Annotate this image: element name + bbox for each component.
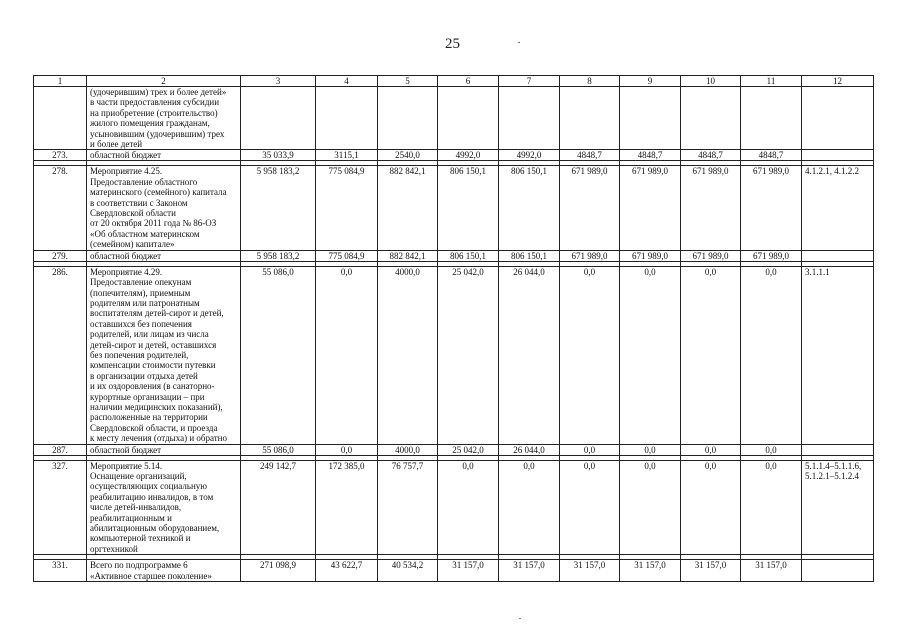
- row-number-cell: 286.: [34, 266, 87, 444]
- amount-cell: 0,0: [560, 266, 620, 444]
- scan-speck: [519, 618, 521, 619]
- column-number-cell: 8: [560, 76, 620, 87]
- amount-cell: 0,0: [681, 460, 741, 555]
- amount-cell: 172 385,0: [316, 460, 378, 555]
- row-number-cell: [34, 87, 87, 150]
- measure-name-line: абилитационным оборудованием,: [90, 523, 220, 534]
- measure-name-cell: [87, 166, 241, 250]
- amount-cell: 0,0: [741, 266, 802, 444]
- target-indicator-cell: [802, 460, 874, 555]
- amount-cell: 31 157,0: [499, 560, 560, 582]
- target-indicator-cell: [802, 266, 874, 444]
- amount-cell: [620, 87, 681, 150]
- amount-cell: 35 033,9: [241, 150, 316, 161]
- amount-cell: [681, 87, 741, 150]
- amount-cell: 0,0: [560, 460, 620, 555]
- measure-name-line: Мероприятие 5.14.: [90, 460, 163, 471]
- amount-cell: 31 157,0: [560, 560, 620, 582]
- amount-cell: 26 044,0: [499, 444, 560, 455]
- measure-name-line: (семейном) капитале»: [90, 239, 175, 250]
- target-indicator-line: 5.1.2.1–5.1.2.4: [805, 471, 859, 481]
- amount-cell: 671 989,0: [620, 166, 681, 250]
- measure-name-line: без попечения родителей,: [90, 349, 189, 360]
- measure-row: [34, 87, 874, 150]
- amount-cell: [241, 87, 316, 150]
- column-number-cell: 1: [34, 76, 87, 87]
- amount-cell: 806 150,1: [438, 166, 499, 250]
- target-indicator-line: 4.1.2.1, 4.1.2.2: [805, 166, 859, 177]
- amount-cell: 31 157,0: [438, 560, 499, 582]
- header-row: [34, 76, 874, 87]
- row-number-cell: 273.: [34, 150, 87, 161]
- amount-cell: 0,0: [499, 460, 560, 555]
- measure-name-line: усыновившим (удочерившим) трех: [90, 128, 225, 139]
- column-number-cell: 2: [87, 76, 241, 87]
- measure-name-line: и их оздоровления (в санаторно-: [90, 381, 215, 392]
- measure-name-cell: [87, 87, 241, 150]
- measure-name-line: «Об областном материнском: [90, 228, 200, 239]
- target-indicator-cell: [802, 250, 874, 261]
- amount-cell: 55 086,0: [241, 266, 316, 444]
- amount-cell: 806 150,1: [438, 250, 499, 261]
- amount-cell: 775 084,9: [316, 250, 378, 261]
- measure-name-line: «Активное старшее поколение»: [90, 570, 212, 581]
- measure-name-line: детей-сирот и детей, оставшихся: [90, 339, 217, 350]
- column-number-cell: 4: [316, 76, 378, 87]
- measure-name-cell: [87, 460, 241, 555]
- row-number-cell: 331.: [34, 560, 87, 582]
- measure-name-line: в соответствии с Законом: [90, 197, 188, 208]
- amount-cell: 775 084,9: [316, 166, 378, 250]
- column-number-cell: 9: [620, 76, 681, 87]
- measure-name-line: курортные организации – при: [90, 391, 205, 402]
- measure-name-line: (попечителям), приемным: [90, 287, 191, 298]
- measure-name-line: в части предоставления субсидии: [90, 97, 220, 108]
- measure-name-line: областной бюджет: [90, 150, 162, 161]
- measure-name-cell: [87, 266, 241, 444]
- amount-cell: [438, 87, 499, 150]
- measure-name-line: материнского (семейного) капитала: [90, 187, 227, 198]
- measure-name-line: родителей, или лицам из числа: [90, 329, 209, 340]
- amount-cell: 806 150,1: [499, 250, 560, 261]
- budget-source-row: [34, 250, 874, 261]
- amount-cell: 2540,0: [378, 150, 438, 161]
- target-indicator-cell: [802, 150, 874, 161]
- measure-name-line: реабилитацию инвалидов, в том: [90, 491, 214, 502]
- measure-name-line: и более детей: [90, 139, 143, 150]
- measure-row: [34, 460, 874, 555]
- row-number-cell: 287.: [34, 444, 87, 455]
- measure-name-cell: [87, 444, 241, 455]
- measure-name-line: расположенные на территории: [90, 412, 208, 423]
- measure-name-line: областной бюджет: [90, 250, 162, 261]
- amount-cell: 0,0: [560, 444, 620, 455]
- measure-name-line: Оснащение организаций,: [90, 471, 187, 481]
- column-number-cell: 5: [378, 76, 438, 87]
- measure-name-line: в организации отдыха детей: [90, 370, 198, 381]
- row-number-cell: 279.: [34, 250, 87, 261]
- amount-cell: 5 958 183,2: [241, 166, 316, 250]
- target-indicator-line: 5.1.1.4–5.1.1.6,: [805, 460, 862, 471]
- amount-cell: 0,0: [681, 444, 741, 455]
- amount-cell: 0,0: [316, 444, 378, 455]
- amount-cell: 0,0: [438, 460, 499, 555]
- amount-cell: 671 989,0: [741, 166, 802, 250]
- amount-cell: 0,0: [620, 266, 681, 444]
- measure-name-cell: [87, 560, 241, 582]
- measure-name-line: числе детей-инвалидов,: [90, 502, 182, 513]
- amount-cell: 43 622,7: [316, 560, 378, 582]
- amount-cell: 271 098,9: [241, 560, 316, 582]
- amount-cell: 31 157,0: [741, 560, 802, 582]
- amount-cell: [499, 87, 560, 150]
- column-number-cell: 10: [681, 76, 741, 87]
- budget-table: [33, 75, 874, 582]
- column-number-cell: 7: [499, 76, 560, 87]
- column-number-cell: 11: [741, 76, 802, 87]
- target-indicator-cell: [802, 166, 874, 250]
- amount-cell: [560, 87, 620, 150]
- measure-name-line: от 20 октября 2011 года № 86-ОЗ: [90, 218, 217, 229]
- budget-source-row: [34, 150, 874, 161]
- amount-cell: 4848,7: [620, 150, 681, 161]
- page-number: 25: [445, 36, 460, 52]
- amount-cell: 4000,0: [378, 266, 438, 444]
- measure-row: [34, 560, 874, 582]
- target-indicator-cell: [802, 87, 874, 150]
- amount-cell: 4000,0: [378, 444, 438, 455]
- measure-name-line: реабилитационным и: [90, 512, 172, 523]
- amount-cell: 671 989,0: [741, 250, 802, 261]
- measure-name-line: областной бюджет: [90, 444, 162, 455]
- amount-cell: 671 989,0: [560, 166, 620, 250]
- measure-name-line: Мероприятие 4.29.: [90, 266, 163, 277]
- amount-cell: 31 157,0: [681, 560, 741, 582]
- amount-cell: 76 757,7: [378, 460, 438, 555]
- budget-source-row: [34, 444, 874, 455]
- scan-speck: [518, 42, 520, 43]
- measure-name-cell: [87, 150, 241, 161]
- amount-cell: 671 989,0: [560, 250, 620, 261]
- measure-name-line: Свердловской области: [90, 208, 176, 219]
- target-indicator-cell: [802, 560, 874, 582]
- amount-cell: 671 989,0: [681, 250, 741, 261]
- amount-cell: 0,0: [316, 266, 378, 444]
- amount-cell: [741, 87, 802, 150]
- row-number-cell: 278.: [34, 166, 87, 250]
- amount-cell: 249 142,7: [241, 460, 316, 555]
- measure-row: [34, 166, 874, 250]
- column-number-cell: 3: [241, 76, 316, 87]
- target-indicator-line: 3.1.1.1: [805, 266, 830, 277]
- measure-name-line: Предоставление областного: [90, 176, 198, 187]
- measure-name-line: оставшихся без попечения: [90, 318, 192, 329]
- measure-name-line: компьютерной техникой и: [90, 533, 191, 544]
- measure-name-cell: [87, 250, 241, 261]
- amount-cell: 3115,1: [316, 150, 378, 161]
- measure-name-line: на приобретение (строительство): [90, 107, 218, 118]
- amount-cell: 25 042,0: [438, 444, 499, 455]
- measure-name-line: наличии медицинских показаний),: [90, 401, 223, 412]
- target-indicator-cell: [802, 444, 874, 455]
- amount-cell: 4848,7: [741, 150, 802, 161]
- measure-name-line: родителям или патронатным: [90, 297, 200, 308]
- measure-name-line: осуществляющих социальную: [90, 481, 207, 492]
- measure-name-line: к месту лечения (отдыха) и обратно: [90, 433, 227, 444]
- measure-name-line: (удочерившим) трех и более детей»: [90, 87, 227, 97]
- amount-cell: 31 157,0: [620, 560, 681, 582]
- measure-name-line: компенсации стоимости путевки: [90, 360, 216, 371]
- measure-row: [34, 266, 874, 444]
- amount-cell: 671 989,0: [620, 250, 681, 261]
- amount-cell: 0,0: [620, 460, 681, 555]
- amount-cell: 882 842,1: [378, 250, 438, 261]
- amount-cell: 0,0: [681, 266, 741, 444]
- amount-cell: 4848,7: [681, 150, 741, 161]
- measure-name-line: Свердловской области, и проезда: [90, 422, 218, 433]
- amount-cell: 40 534,2: [378, 560, 438, 582]
- amount-cell: 4992,0: [499, 150, 560, 161]
- amount-cell: 806 150,1: [499, 166, 560, 250]
- amount-cell: 25 042,0: [438, 266, 499, 444]
- amount-cell: 0,0: [741, 444, 802, 455]
- column-number-cell: 6: [438, 76, 499, 87]
- amount-cell: 4848,7: [560, 150, 620, 161]
- amount-cell: 882 842,1: [378, 166, 438, 250]
- amount-cell: 0,0: [741, 460, 802, 555]
- row-number-cell: 327.: [34, 460, 87, 555]
- amount-cell: 4992,0: [438, 150, 499, 161]
- amount-cell: [378, 87, 438, 150]
- amount-cell: 671 989,0: [681, 166, 741, 250]
- measure-name-line: оргтехникой: [90, 543, 138, 554]
- measure-name-line: Мероприятие 4.25.: [90, 166, 163, 177]
- measure-name-line: воспитателям детей-сирот и детей,: [90, 308, 224, 319]
- amount-cell: 0,0: [620, 444, 681, 455]
- measure-name-line: жилого помещения гражданам,: [90, 118, 210, 129]
- amount-cell: 55 086,0: [241, 444, 316, 455]
- amount-cell: 26 044,0: [499, 266, 560, 444]
- measure-name-line: Всего по подпрограмме 6: [90, 560, 188, 571]
- measure-name-line: Предоставление опекунам: [90, 277, 192, 288]
- amount-cell: [316, 87, 378, 150]
- column-number-cell: 12: [802, 76, 874, 87]
- amount-cell: 5 958 183,2: [241, 250, 316, 261]
